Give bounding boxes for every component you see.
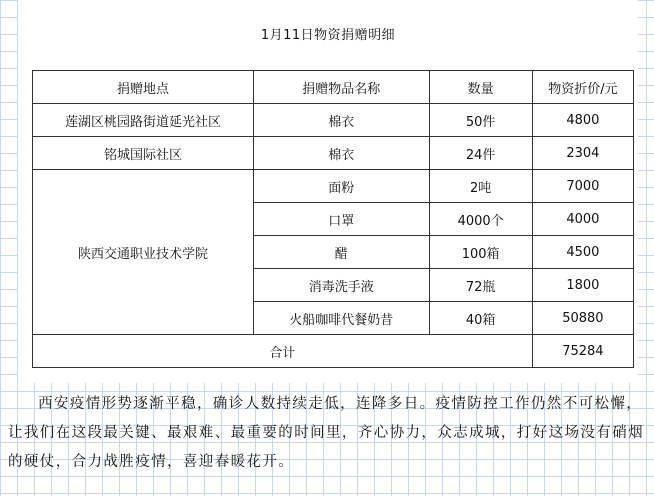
value-cell: 4000	[532, 203, 633, 236]
value-cell: 4500	[532, 236, 633, 269]
quantity-cell: 2吨	[429, 170, 532, 203]
table-row	[33, 170, 634, 203]
header-value: 物资折价/元	[532, 71, 633, 104]
page-title: 1月11日物资捐赠明细	[260, 28, 396, 43]
value-cell: 4800	[532, 104, 633, 137]
total-value: 75284	[532, 335, 633, 368]
item-name-cell: 棉衣	[253, 104, 429, 137]
item-name-cell: 消毒洗手液	[253, 269, 429, 302]
quantity-cell: 100箱	[429, 236, 532, 269]
quantity-cell: 50件	[429, 104, 532, 137]
quantity-cell: 24件	[429, 137, 532, 170]
body-paragraph: 西安疫情形势逐渐平稳，确诊人数持续走低，连降多日。疫情防控工作仍然不可松懈，让我们在这段最关键、最艰难、最重要的时间里，齐心协力，众志成城，打好这场没有硝烟的硬仗，合力战胜疫情，喜迎春暖花开。	[8, 396, 644, 470]
item-name-cell: 火船咖啡代餐奶昔	[253, 302, 429, 335]
value-cell: 7000	[532, 170, 633, 203]
item-name-cell: 面粉	[253, 170, 429, 203]
total-label: 合计	[33, 335, 533, 368]
header-quantity: 数量	[429, 71, 532, 104]
total-row	[33, 335, 634, 368]
value-cell: 2304	[532, 137, 633, 170]
location-cell: 莲湖区桃园路街道延光社区	[33, 104, 254, 137]
item-name-cell: 棉衣	[253, 137, 429, 170]
quantity-cell: 40箱	[429, 302, 532, 335]
header-location: 捐赠地点	[33, 71, 254, 104]
donation-table	[32, 70, 634, 368]
item-name-cell: 醋	[253, 236, 429, 269]
value-cell: 50880	[532, 302, 633, 335]
location-cell: 铭城国际社区	[33, 137, 254, 170]
table-header-row	[33, 71, 634, 104]
quantity-cell: 4000个	[429, 203, 532, 236]
table-row	[33, 104, 634, 137]
location-cell: 陕西交通职业技术学院	[33, 170, 254, 335]
table-row	[33, 137, 634, 170]
quantity-cell: 72瓶	[429, 269, 532, 302]
item-name-cell: 口罩	[253, 203, 429, 236]
document-card	[18, 0, 638, 383]
value-cell: 1800	[532, 269, 633, 302]
header-item-name: 捐赠物品名称	[253, 71, 429, 104]
